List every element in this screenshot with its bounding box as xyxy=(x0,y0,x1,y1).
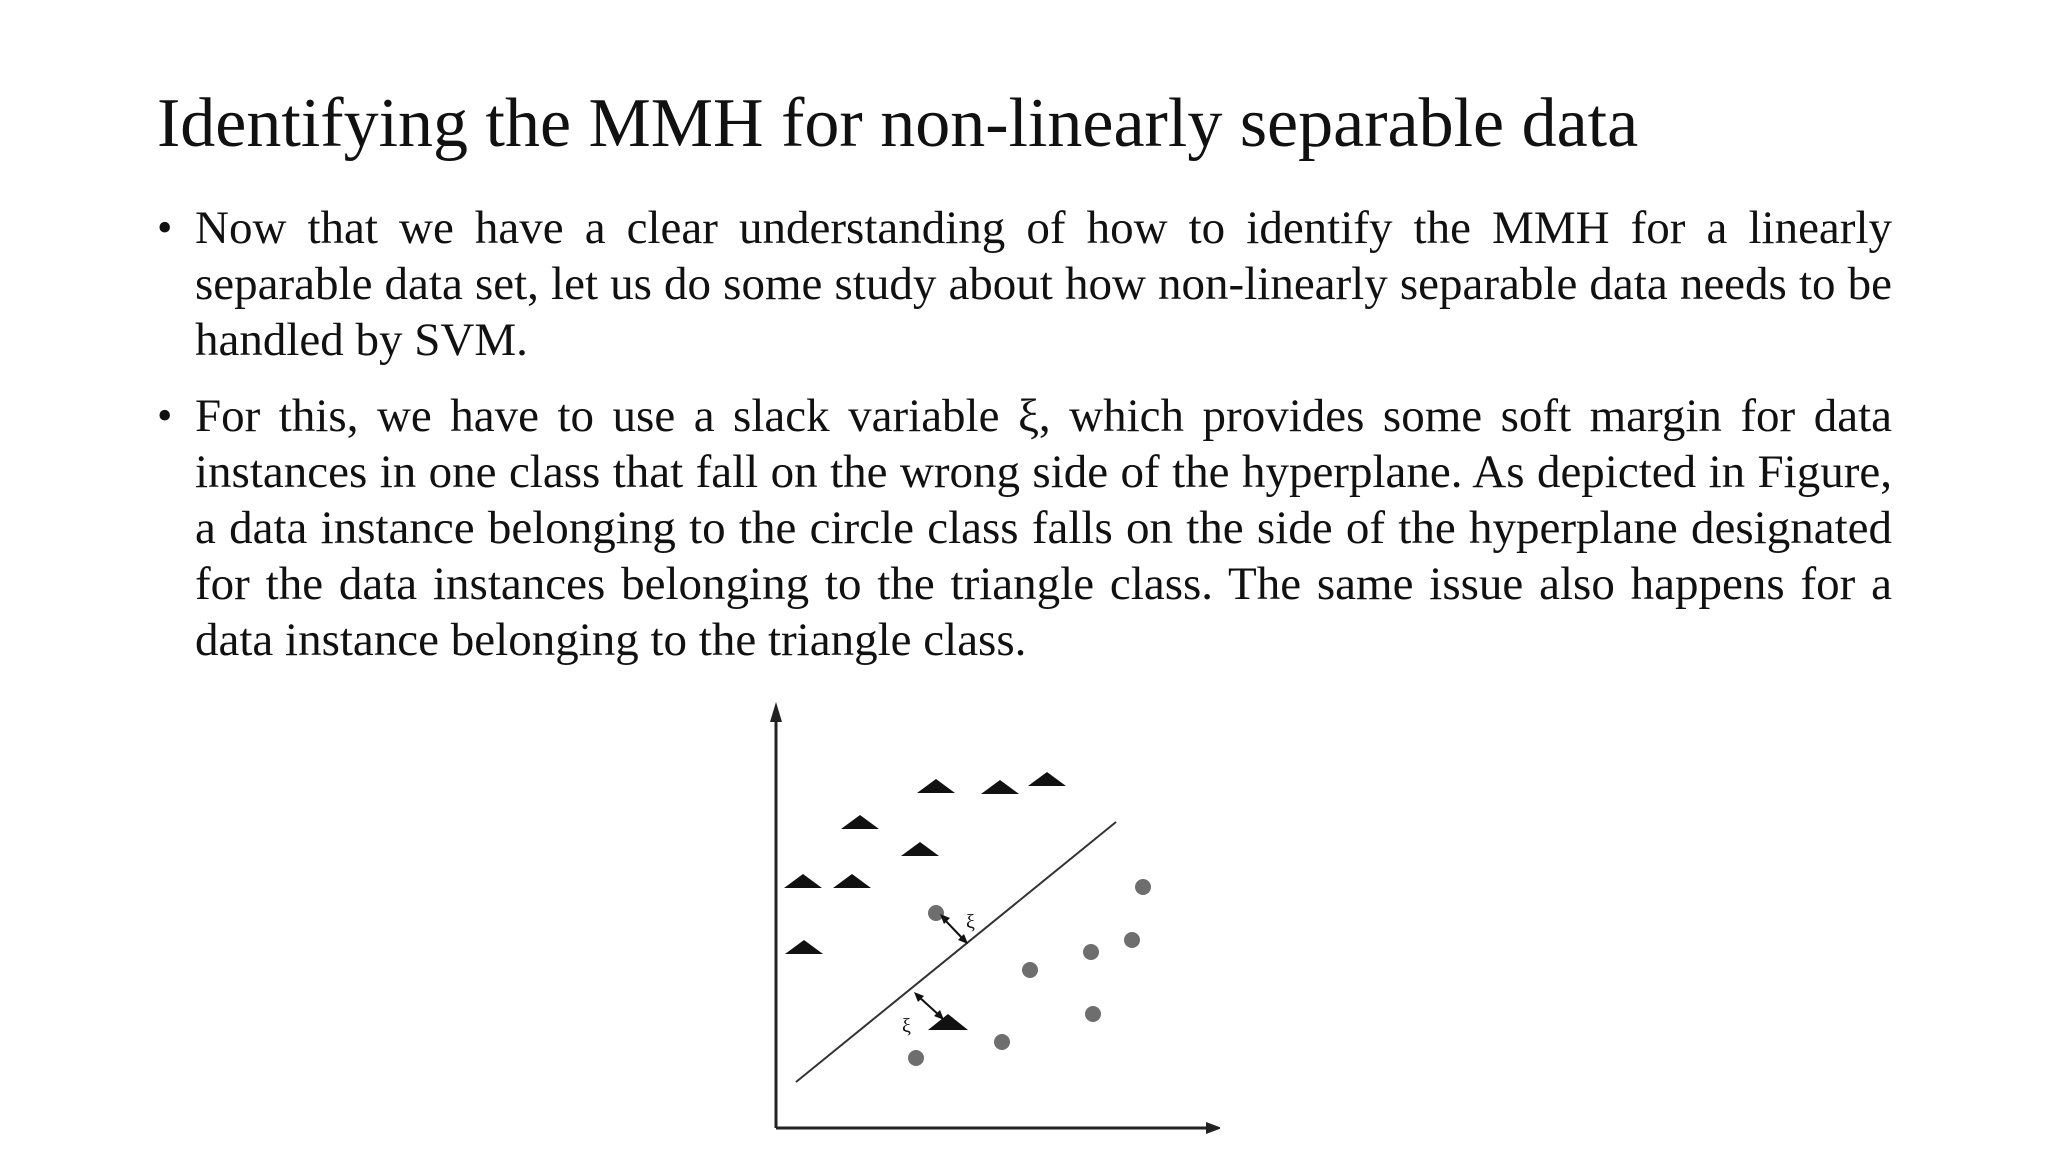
circle-point xyxy=(1085,1006,1101,1022)
circle-point-misclassified xyxy=(928,905,944,921)
circle-point xyxy=(908,1050,924,1066)
circle-point xyxy=(1135,879,1151,895)
slack-arrow xyxy=(918,996,940,1016)
bullet-list xyxy=(157,200,1892,688)
bullet-text: For this, we have to use a slack variable ξ, which provides some soft margin for data instances in one class that fall on the wrong side of the hyperplane. As depicted in Figure, a data instance belonging to the circle class falls on the side of the hyperplane designated for the data instances belonging to the triangle class. The same issue also happens for a data instance belonging to the triangle class. xyxy=(195,390,1892,666)
bullet-item xyxy=(157,388,1892,668)
triangle-point-misclassified xyxy=(928,1014,968,1030)
bullet-marker: • xyxy=(157,203,173,252)
x-axis-arrow-icon xyxy=(1206,1122,1220,1134)
triangle-point xyxy=(917,779,955,793)
triangle-point xyxy=(785,940,823,954)
circle-point xyxy=(994,1034,1010,1050)
triangle-point xyxy=(1028,772,1066,786)
circle-point xyxy=(1083,944,1099,960)
hyperplane-line xyxy=(796,822,1116,1082)
triangle-point xyxy=(981,780,1019,794)
slack-label: ξ xyxy=(902,1015,911,1037)
bullet-text: Now that we have a clear understanding of how to identify the MMH for a linearly separable data set, let us do some study about how non-linearly separable data needs to be handled by SVM. xyxy=(195,202,1892,366)
svm-slack-figure xyxy=(760,700,1220,1152)
svm-diagram xyxy=(760,700,1220,1152)
y-axis-arrow-icon xyxy=(770,702,782,722)
circle-point xyxy=(1124,932,1140,948)
bullet-marker: • xyxy=(157,391,173,440)
slide-title: Identifying the MMH for non-linearly separable data xyxy=(157,85,1639,162)
triangle-point xyxy=(784,874,822,888)
triangle-point xyxy=(841,815,879,829)
circle-point xyxy=(1022,962,1038,978)
slack-label: ξ xyxy=(966,911,975,933)
triangle-point xyxy=(901,842,939,856)
bullet-item xyxy=(157,200,1892,368)
triangle-point xyxy=(833,874,871,888)
